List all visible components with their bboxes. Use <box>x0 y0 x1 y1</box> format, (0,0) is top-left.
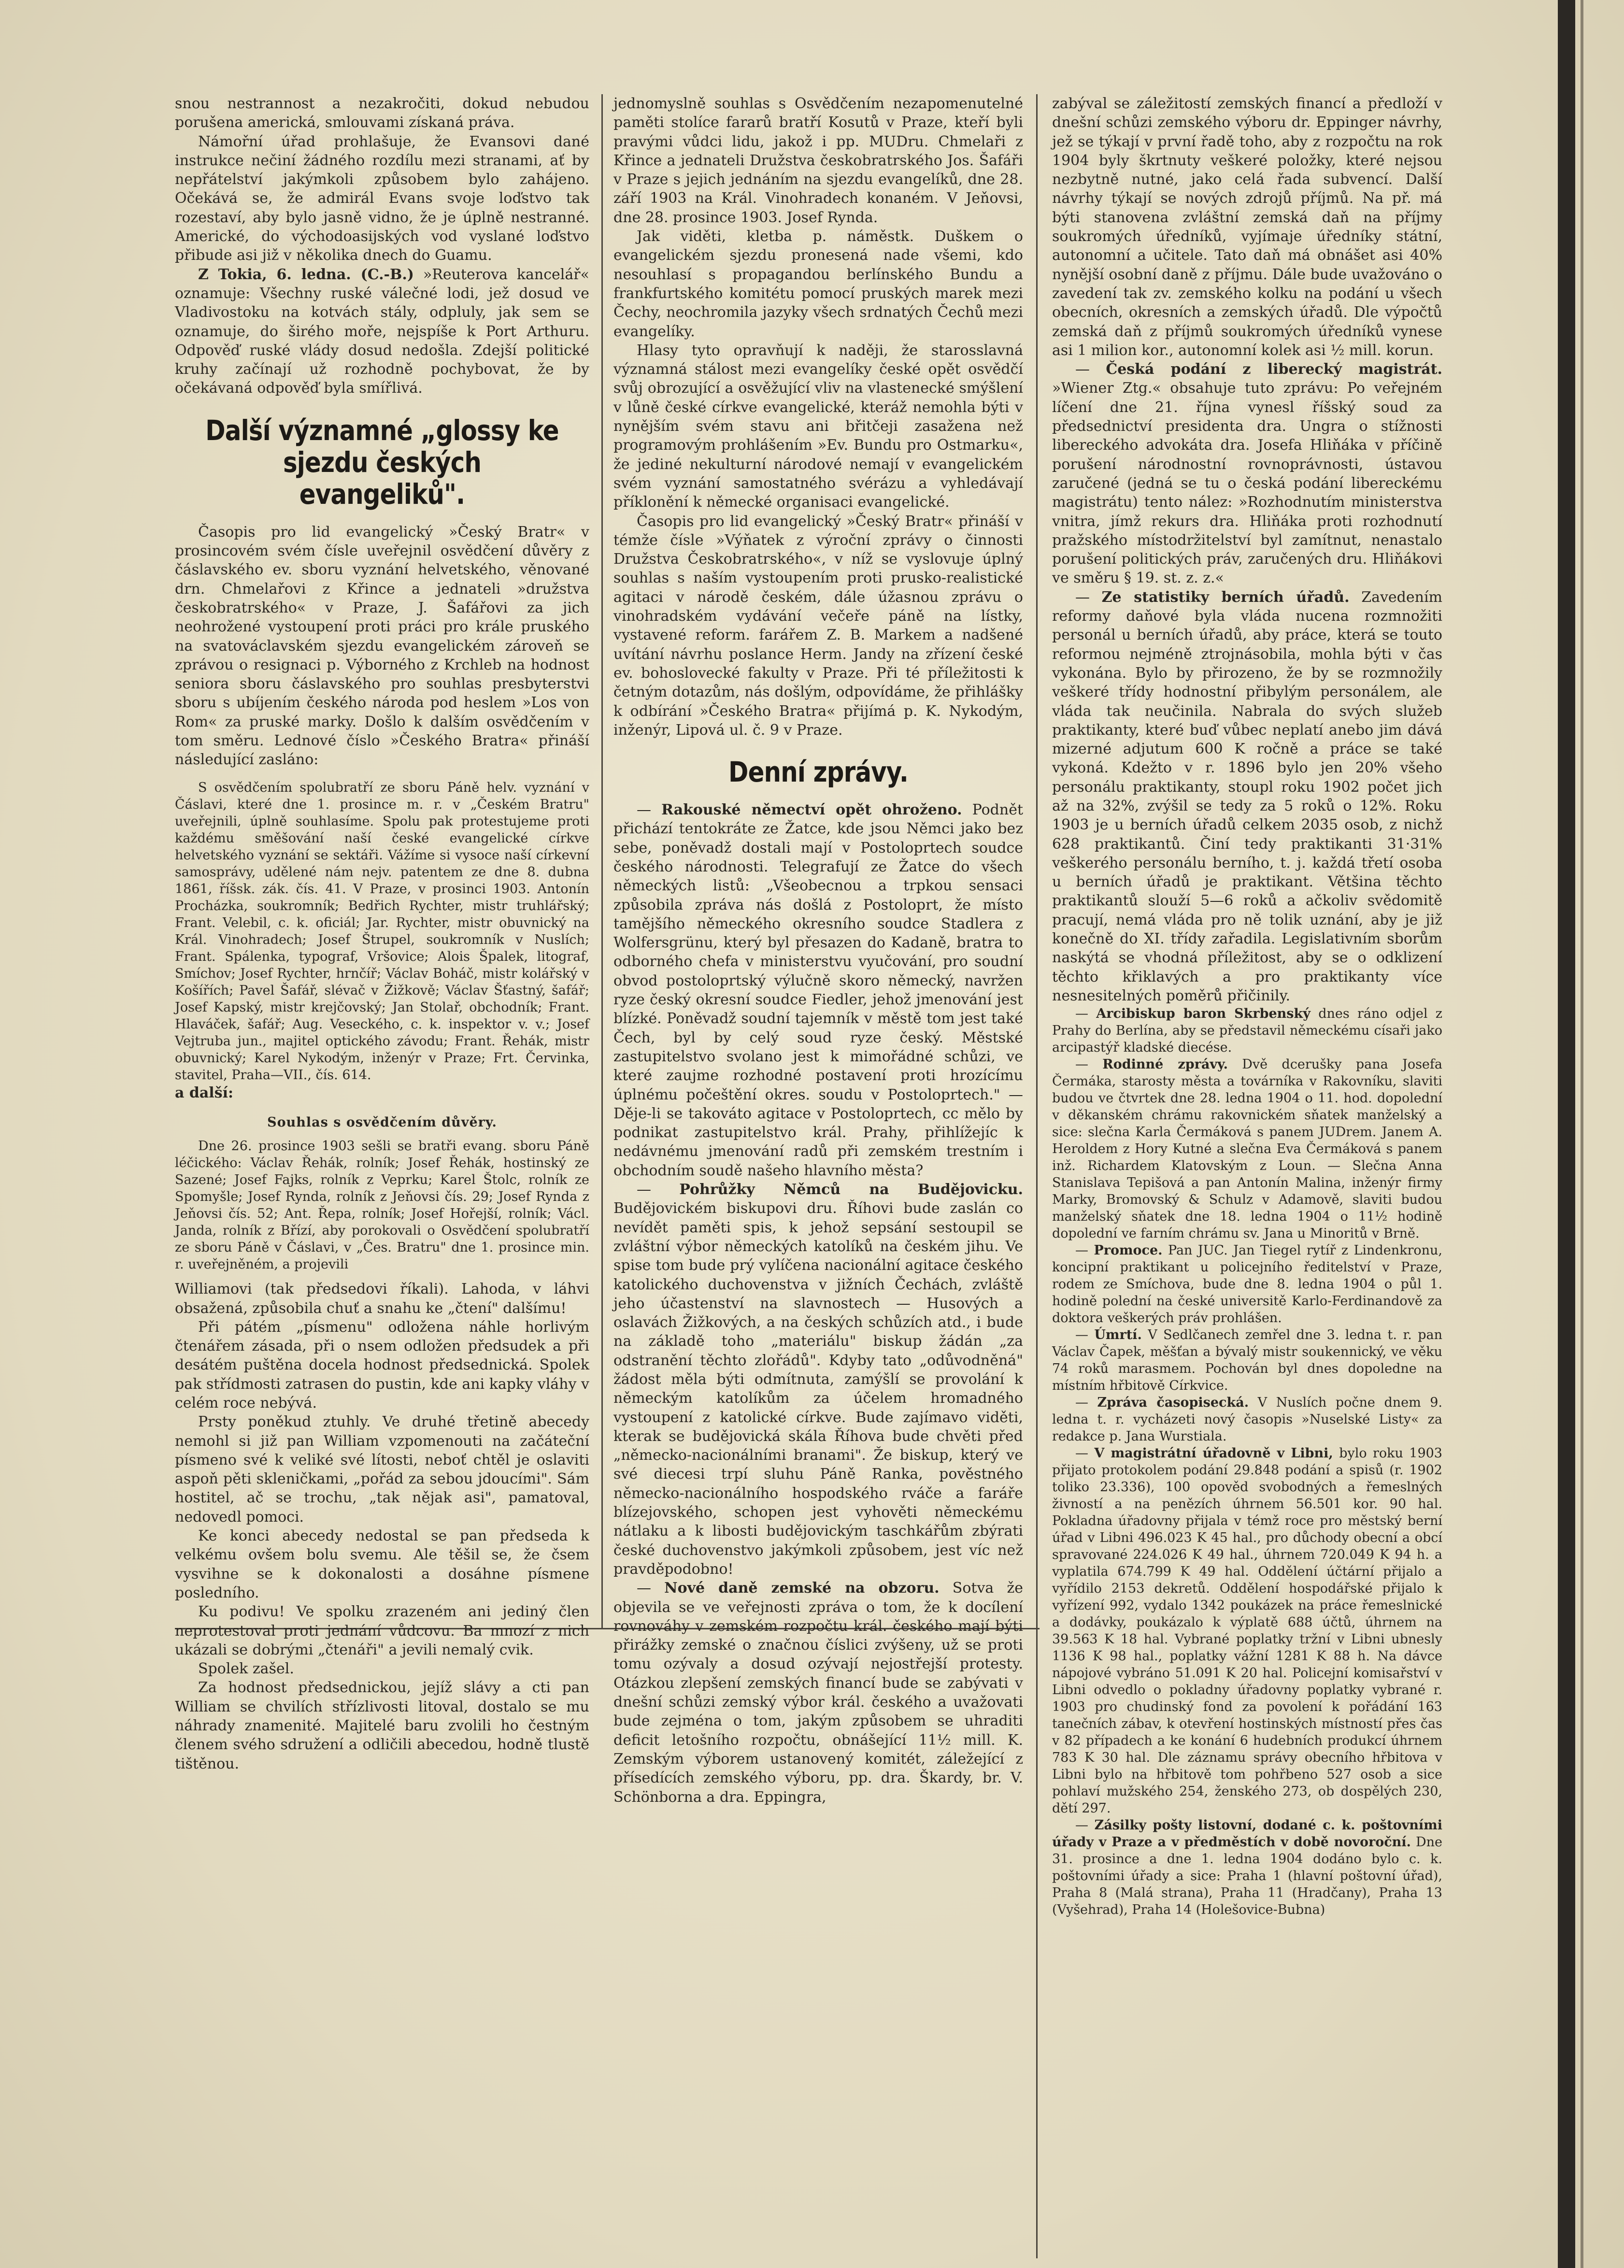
left-paragraph-2: Námořní úřad prohlašuje, že Evansovi dané instrukce nečiní žádného rozdílu mezi stranami, ať by nepřátelství jakýmkoli způsobem bylo zahájeno. Očekává se, že admirál Evans svoje loďstvo tak rozestaví, aby bylo jasně vidno, že je úplně nestranné. Americké, do východoasijských vod vyslané loďstvo přibude asi již v několika dnech do Guamu. <box>175 133 589 264</box>
binding-edge <box>1558 0 1575 2268</box>
binding-edge-line <box>1581 0 1583 2268</box>
left-subheading: Souhlas s osvědčením důvěry. <box>267 1114 497 1130</box>
right-news-3: — Arcibiskup baron Skrbenský dnes ráno odjel z Prahy do Berlína, aby se představil německému císaři jako arcipastýř kladské diecése. <box>1052 1006 1442 1056</box>
right-news-4: — Rodinné zprávy. Dvě dcerušky pana Josefa Čermáka, starosty města a továrníka v Rakovníku, slaviti budou ve čtvrtek dne 28. ledna 1904 o 11. hod. dopolední v děkanském chrámu rakovnickém sňatek manželský a sice: slečna Karla Čermáková s panem JUDrem. Janem A. Heroldem z Hory Kutné a slečna Eva Čermáková s panem inž. Richardem Klatovským z Loun. — Slečna Anna Stanislava Tepišová a pan Antonín Malina, inženýr firmy Marky, Bromovský & Schulz v Adamově, slaviti budou manželský sňatek dne 18. ledna 1904 o 11½ hodině dopolední ve farním chrámu sv. Jana u Minoritů v Brně. <box>1052 1057 1442 1241</box>
left-paragraph-3: Z Tokia, 6. ledna. (C.-B.) »Reuterova kancelář« oznamuje: Všechny ruské válečné lodi, jež dosud ve Vladivostoku na kotvách stály, odpluly, jak sem se oznamuje, do širého moře, nejspíše k Port Arthuru. Odpověď ruské vlády dosud nedošla. Zdejší politické kruhy začínají už rozhodně pochybovat, že by očekávaná odpověď byla smířlivá. <box>175 266 589 397</box>
mid-news-3: — Nové daně zemské na obzoru. Sotva že objevila se ve veřejnosti zpráva o tom, že k docílení rovnováhy v zemském rozpočtu král. českého mají býti přirážky zemské o značnou číslici zvýšeny, už se proti tomu ozývaly a dosud ozývají nejostřejší protesty. Otázkou zlepšení zemských financí bude se zabývati v dnešní schůzi zemský výbor král. českého a uvažovati bude zejména o tom, jakým způsobem se uhraditi deficit letošního rozpočtu, obnášející 11½ mill. K. Zemským výborem ustanovený komitét, záležející z přísedících zemského výboru, pp. dra. Škardy, br. V. Schönborna a dra. Eppingra, <box>613 1580 1024 1806</box>
right-news-8: — V magistrátní úřadovně v Libni, bylo roku 1903 přijato protokolem podání 29.848 podání a spisů (r. 1902 toliko 23.336), 100 opověd svobodných a řemeslných živností a na penězích úhrnem 56.501 kor. 90 hal. Pokladna úřadovny přijala v témž roce pro městský berní úřad v Libni 496.023 K 45 hal., pro důchody obecní a obcí spravované 224.026 K 49 hal., úhrnem 720.049 K 94 h. a vyplatila 674.799 K 49 hal. Oddělení účtární přijalo a vyřídilo 2153 dekretů. Oddělení hospodářské přijalo k vyřízení 992, vydalo 1342 poukázek na práce řemeslnické a dodávky, poukázalo k výplatě 688 účtů, úhrnem na 39.563 K 18 hal. Vybrané poplatky tržní v Libni ubnesly 1136 K 98 hal., poplatky vážní 1281 K 88 h. Na dávce nápojové vybráno 51.091 K 20 hal. Policejní komisařství v Libni odvedlo o pokladny úřadovny poplatky vybrané r. 1903 pro chudinský fond za povolení k pořádání 163 tanečních zábav, k otevření hostinských místností přes čas v 82 případech a ke konání 6 hudebních produkcí úhrnem 783 K 30 hal. Dle záznamu správy obecního hřbitova v Libni bylo na hřbitově tom pohřbeno 527 osob a sice pohlaví mužského 254, ženského 273, ob dospělých 230, dětí 297. <box>1052 1446 1442 1816</box>
left-quote-1: S osvědčením spolubratří ze sboru Páně helv. vyznání v Čáslavi, které dne 1. prosince m. r. v „Českém Bratru" uveřejnili, úplně souhlasíme. Spolu pak protestujeme proti každému směšování naší české evangelické církve helvetského vyznání se sektáři. Vážíme si vysoce naší církevní samosprávy, udělené nám nejv. patentem ze dne 8. dubna 1861, říšsk. zák. čís. 41. V Praze, v prosinci 1903. Antonín Procházka, soukromník; Bedřich Rychter, mistr truhlářský; Frant. Velebil, c. k. oficiál; Jar. Rychter, mistr obuvnický na Král. Vinohradech; Josef Štrupel, soukromník v Nuslích; Frant. Spálenka, typograf, Vršovice; Alois Špalek, litograf, Smíchov; Josef Rychter, hrnčíř; Václav Boháč, mistr kolářský v Košířích; Pavel Šafář, slévač v Žižkově; Václav Šťastný, šafář; Josef Kapský, mistr krejčovský; Jan Stolař, obchodník; Frant. Hlaváček, šafář; Aug. Veseckého, c. k. inspektor v. v.; Josef Vejtruba jun., majitel optického závodu; Frant. Řehák, mistr obuvnický; Karel Nykodým, inženýr v Praze; Frt. Červinka, stavitel, Praha—VII., čís. 614. <box>175 780 589 1083</box>
left-paragraph-5: Williamovi (tak předsedovi říkali). Lahoda, v láhvi obsažená, způsobila chuť a snahu ke „čtení" dalšímu! <box>175 1281 589 1317</box>
mid-paragraph-1: jednomyslně souhlas s Osvědčením nezapomenutelné paměti stolíce fararů bratří Kosutů v Praze, kteří byli pravými vůdci lidu, jakož i pp. MUDru. Chmelaři z Křince a jednateli Družstva českobratrského Jos. Šafáři v Praze s jejich jednáním na sjezdu evangelíků, dne 28. září 1903 na Král. Vinohradech konaném. V Jeňovsi, dne 28. prosince 1903. Josef Rynda. <box>613 95 1023 226</box>
left-paragraph-1: snou nestrannost a nezakročiti, dokud nebudou porušena americká, smlouvami získaná práva. <box>175 95 589 131</box>
right-news-2: — Ze statistiky berních úřadů. Zavedením reformy daňové byla vláda nucena rozmnožiti personál u berních úřadů, aby práce, která se touto reformou nejméně ztrojnásobila, mohla býti v čas vykonána. Bylo by přirozeno, že by se rozmnožily veškeré třídy hodnostní přibylým personálem, ale vláda tak neučinila. Nabrala do svých služeb praktikanty, které buď vůbec neplatí anebo jim dává mizerné adjutum 600 K ročně a práce se také vykoná. Kdežto v r. 1896 bylo jen 20% všeho personálu praktikanty, stoupl roku 1902 počet jich až na 32%, zvýšil se tedy za 5 roků o 12%. Roku 1903 je u berních úřadů celkem 2035 osob, z nichž 628 praktikantů. Činí tedy praktikanti 31·31% veškerého personálu berního, t. j. každá třetí osoba u berních úřadů je praktikant. Většina těchto praktikantů slouží 5—6 roků a ačkoliv svědomitě pracují, nemá vláda pro ně tolik uznání, aby je již konečně do XI. třídy zařadila. Legislativním sborům naskýtá se vhodná příležitost, aby se o odklizení těchto křiklavých a pro praktikanty více nesnesitelných poměrů přičinily. <box>1052 588 1442 1004</box>
column-right <box>1052 94 1442 2258</box>
mid-news-2: — Pohrůžky Němců na Budějovicku. Budějovickém biskupovi dru. Říhovi bude zaslán co nevídět paměti spis, k jehož sepsání sestoupil se zvláštní výbor německých katolíků na českém jihu. Ve spise tom bude prý vylíčena nacionální agitace českého katolického duchovenstva v jižních Čechách, zvláště jeho účastenství na slavnostech — Husových a oslavách Žižkových, a na českých schůzích atd., i bude na základě toho „materiálu" biskup žádán „za odstranění těchto zlořádů". Kdyby tato „odůvodněná" žádost měla býti odmítnuta, zamýšlí se provolání k německým katolíkům za účelem hromadného vystoupení z katolické církve. Bude zajímavo viděti, kterak se budějovická skála Říhova bude chvěti před „německo-nacionálními branami". Že biskup, který ve své diecesi trpí sluhu Páně Ranka, pověstného německo-nacionálního hospodského rváče a faráře blízejovského, schopen jest vyhověti německému nátlaku a k libosti budějovickým taschkářům zbýrati české duchovenstvo jakýmkoli způsobem, jest víc než pravděpodobno! <box>613 1181 1024 1578</box>
mid-paragraph-4: Časopis pro lid evangelický »Český Bratr« přináší v témže čísle »Výňatek z výroční zprávy o činnosti Družstva Českobratrského«, v níž se vyslovuje úplný souhlas s naším vystoupením proti prusko-realistické agitaci v národě českém, dále úžasnou zprávu o vinohradském vydávání večeře páně na lístky, vystavené reform. farářem Z. B. Markem a nadšené uvítání návrhu poslance Herm. Jandy na zřízení české ev. bohoslovecké fakulty v Praze. Při té příležitosti k četným dotazům, nás došlým, odpovídáme, že přihlášky k odbírání »Českého Bratra« přijímá p. K. Nykodým, inženýr, Lipová ul. č. 9 v Praze. <box>613 513 1023 739</box>
right-news-9: — Zásilky pošty listovní, dodané c. k. poštovními úřady v Praze a v předměstích v době novoroční. Dne 31. prosince a dne 1. ledna 1904 dodáno bylo c. k. poštovními úřady a sice: Praha 1 (hlavní poštovní úřad), Praha 8 (Malá strana), Praha 11 (Hradčany), Praha 13 (Vyšehrad), Praha 14 (Holešovice-Bubna) <box>1052 1818 1442 1918</box>
left-paragraph-11: Za hodnost předsednickou, jejíž slávy a cti pan William se chvilích střízlivosti litoval, dostalo se mu náhrady znamenité. Majitelé baru zvolili ho čestným členem svého sdružení a odličili abecedou, hodně tlustě tištěnou. <box>175 1679 589 1772</box>
left-paragraph-7: Prsty poněkud ztuhly. Ve druhé třetině abecedy nemohl si již pan William vzpomenouti na začáteční písmeno své k veliké své lítosti, neboť chtěl je oslaviti aspoň pěti skleničkami, „pořád za sebou jdoucími". Sám hostitel, ač se trochu, „tak nějak asi", pamatoval, nedovedl pomoci. <box>175 1413 589 1526</box>
mid-news-1: — Rakouské němectví opět ohroženo. Podnět přichází tentokráte ze Žatce, kde jsou Němci jako bez sebe, poněvadž dostali mají v Postoloprtech soudce českého národnosti. Telegrafují ze Žatce do všech německých listů: „Všeobecnou a trpkou sensaci způsobila zpráva nás došlá z Postoloprt, že místo tamějšího německého okresního soudce Stadlera z Wolfersgrünu, který byl přesazen do Kadaně, bratra to odborného chefa v ministerstvu vyučování, pro soudní obvod postoloprtský výlučně skoro německý, navržen ryze český okresní soudce Fiedler, jehož jmenování jest blízké. Poněvadž soudní tajemník v městě tom jest také Čech, byl by celý soud ryze český. Městské zastupitelstvo svolano jest k mimořádné schůzi, ve které zaujme rozhodné postavení proti hrozícímu úplnému počeštění okres. soudu v Postoloprtech." — Děje-li se takováto agitace v Postoloprtech, cc mělo by podnikat zastupitelstvo král. Prahy, přihlížejíc k nedávnému jmenování radů při zemském trestním i obchodním soudě našeho hlavního města? <box>613 801 1023 1179</box>
mid-paragraph-3: Hlasy tyto opravňují k naději, že starosslavná významná stálost mezi evangelíky české opět osvědčí svůj obrozující a osvěžující vliv na vlastenecké smýšlení v lůně české církve evangelické, kteráž nemohla býti v nynějším svém stavu ani břitčeji zasažena než programovým prohlášením »Ev. Bundu pro Ostmarku«, že jediné nekulturní národové nemají v evangelickém svém vyznání samostatného svérázu a vyhledávají příklonění k německé organisaci evangelické. <box>613 342 1023 511</box>
mid-heading: Denní zprávy. <box>728 756 908 789</box>
right-news-7: — Zpráva časopisecká. V Nuslích počne dnem 9. ledna t. r. vycházeti nový časopis »Nuselské Listy« za redakce p. Jana Wurstiala. <box>1052 1395 1443 1444</box>
left-quote-2: Dne 26. prosince 1903 sešli se bratři evang. sboru Páně léčického: Václav Řehák, rolník; Josef Řehák, hostinský ze Sazené; Josef Fajks, rolník z Veprku; Karel Štolc, rolník ze Spomyšle; Josef Rynda, rolník z Jeňovsi čís. 29; Josef Rynda z Jeňovsi čís. 52; Ant. Řepa, rolník; Josef Hořejší, rolník; Václ. Janda, rolník z Břízí, aby porokovali o Osvědčení spolubratří ze sboru Páně v Čáslavi, v „Čes. Bratru" dne 1. prosince min. r. uveřejněném, a projevili <box>175 1139 589 1272</box>
right-news-6: — Úmrtí. V Sedlčanech zemřel dne 3. ledna t. r. pan Václav Čapek, měšťan a bývalý mistr soukennický, ve věku 74 roků marasmem. Pochován byl dnes dopoledne na místním hřbitově Církvice. <box>1052 1327 1442 1394</box>
left-a-dale: a další: <box>175 1084 234 1101</box>
left-heading: Další významné „glossy ke sjezdu českých evangeliků". <box>205 414 559 511</box>
left-paragraph-6: Při pátém „písmenu" odložena náhle horlivým čtenářem zásada, při o nsem odložen předsudek a při desátém puštěna docela hodnost předsednická. Spolek pak střídmosti zatrasen do pustin, kde ani kapky vláhy v celém roce nebývá. <box>175 1318 589 1412</box>
right-paragraph-1: zabýval se záležitostí zemských financí a předloží v dnešní schůzi zemského výboru dr. Eppinger návrhy, jež se týkají v první řadě toho, aby z rozpočtu na rok 1904 byly škrtnuty veškeré položky, které nejsou nezbytně nutné, jako celá řada subvencí. Další návrhy týkají se nových zdrojů příjmů. Na př. má býti stanovena zvláštní zemská daň na příjmy soukromých úředníků, vyjímaje úředníky státní, autonomní a učitele. Tato daň má obnášet asi 40% nynější osobní daně z příjmu. Dále bude uvažováno o zavedení tak zv. zemského kolku na podání u všech obecních, okresních a zemských úřadů. Dle výpočtů zemská daň z příjmů soukromých úředníků vynese asi 1 milion kor., autonomní kolek asi ½ mill. korun. <box>1052 95 1442 359</box>
column-left <box>175 94 589 2258</box>
left-paragraph-4: Časopis pro lid evangelický »Český Bratr« v prosincovém svém čísle uveřejnil osvědčení důvěry z čáslavského ev. sboru vyznání helvetského, věnované drn. Chmelařovi z Křince a jednateli »družstva českobratrského« v Praze, J. Šafářovi za jich neohrožené vystoupení proti práci pro krále pruského na svatováclavském sjezdu evangelickém zároveň se zprávou o resignaci p. Výborného z Krchleb na hodnost seniora sboru čáslavského pro souhlas presbyterstvi sboru s ubíjením českého národa pod heslem »Los von Rom« za pruské marky. Došlo k dalším osvědčením v tom směru. Lednové číslo »Českého Bratra« přináší následující zasláno: <box>175 523 589 769</box>
column-rule-2 <box>1036 94 1038 2258</box>
left-paragraph-9: Ku podivu! Ve spolku zrazeném ani jediný člen neprotestoval proti jednání vůdcovu. Ba mnozí z nich ukázali se dobrými „čtenáři" a jevili nemalý cvik. <box>175 1603 589 1658</box>
column-rule-1 <box>601 94 603 1628</box>
right-news-1: — Česká podání z liberecký magistrát. »Wiener Ztg.« obsahuje tuto zprávu: Po veřejném líčení dne 21. října vynesl říšský soud za předsednictví presidenta dra. Ungra o stížnosti libereckého advokáta dra. Josefa Hliňáka v příčině porušení národnostní rovnoprávnosti, ústavou zaručené (jedná se tu o česká podání libereckému magistrátu) tento nález: »Rozhodnutím ministerstva vnitra, jímž rekurs dra. Hliňáka proti rozhodnutí pražského místodržitelství byl zamítnut, nenastalo porušení politických práv, zaručených dru. Hliňákovi ve směru § 19. st. z. z.« <box>1052 361 1442 587</box>
mid-paragraph-2: Jak viděti, kletba p. náměstk. Duškem o evangelickém sjezdu pronesená nade všemi, kdo nesouhlasí s propagandou berlínského Bundu a frankfurtského komitétu pomocí pruských marek mezi Čechy, neochromila jazyky všech srdnatých Čechů mezi evangelíky. <box>613 228 1023 340</box>
right-news-5: — Promoce. Pan JUC. Jan Tiegel rytíř z Lindenkronu, koncipní praktikant u policejního ředitelství v Praze, rodem ze Smíchova, bude dne 8. ledna 1904 o půl 1. hodině polední na české universitě Karlo-Ferdinandově za doktora veškerých práv prohlášen. <box>1052 1243 1442 1326</box>
column-middle <box>613 94 1024 1806</box>
left-paragraph-10: Spolek zašel. <box>198 1660 294 1678</box>
left-paragraph-8: Ke konci abecedy nedostal se pan předseda k velkému ovšem bolu svemu. Ale těšil se, že čsem vysvihne se k dokonalosti a dosáhne písmene posledního. <box>175 1527 589 1601</box>
